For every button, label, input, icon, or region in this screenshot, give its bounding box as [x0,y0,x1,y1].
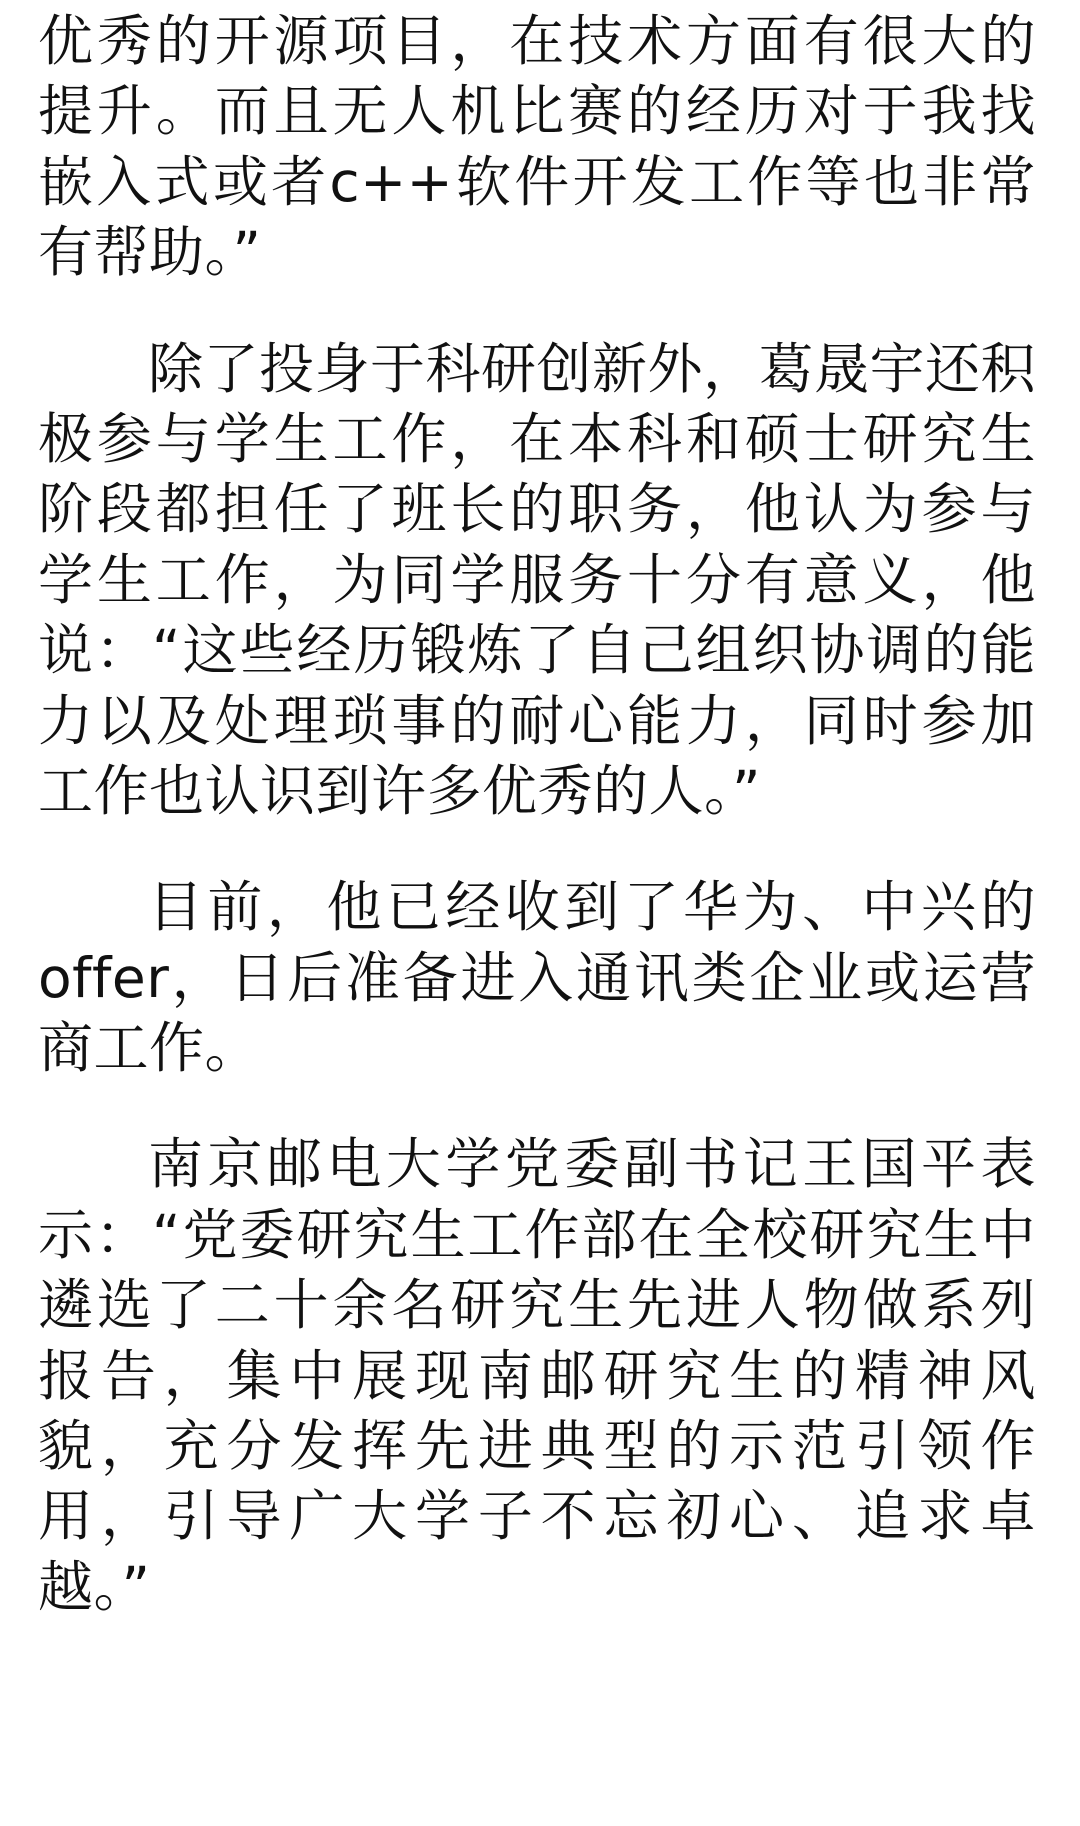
paragraph-3: 目前，他已经收到了华为、中兴的offer，日后准备进入通讯类企业或运营商工作。 [38,875,1036,1081]
paragraph-2: 除了投身于科研创新外，葛晟宇还积极参与学生工作，在本科和硕士研究生阶段都担任了班长的职务，他认为参与学生工作，为同学服务十分有意义，他说：“这些经历锻炼了自己组织协调的能力以及处理琐事的耐心能力，同时参加工作也认识到许多优秀的人。” [38,336,1037,823]
paragraph-4: 南京邮电大学党委副书记王国平表示：“党委研究生工作部在全校研究生中遴选了二十余名研究生先进人物做系列报告，集中展现南邮研究生的精神风貌，充分发挥先进典型的示范引领作用，引导广大学子不忘初心、追求卓越。” [38,1132,1036,1619]
article-body [0,6,1080,1622]
paragraph-1: 优秀的开源项目，在技术方面有很大的提升。而且无人机比赛的经历对于我找嵌入式或者c++软件开发工作等也非常有帮助。” [38,9,1036,285]
